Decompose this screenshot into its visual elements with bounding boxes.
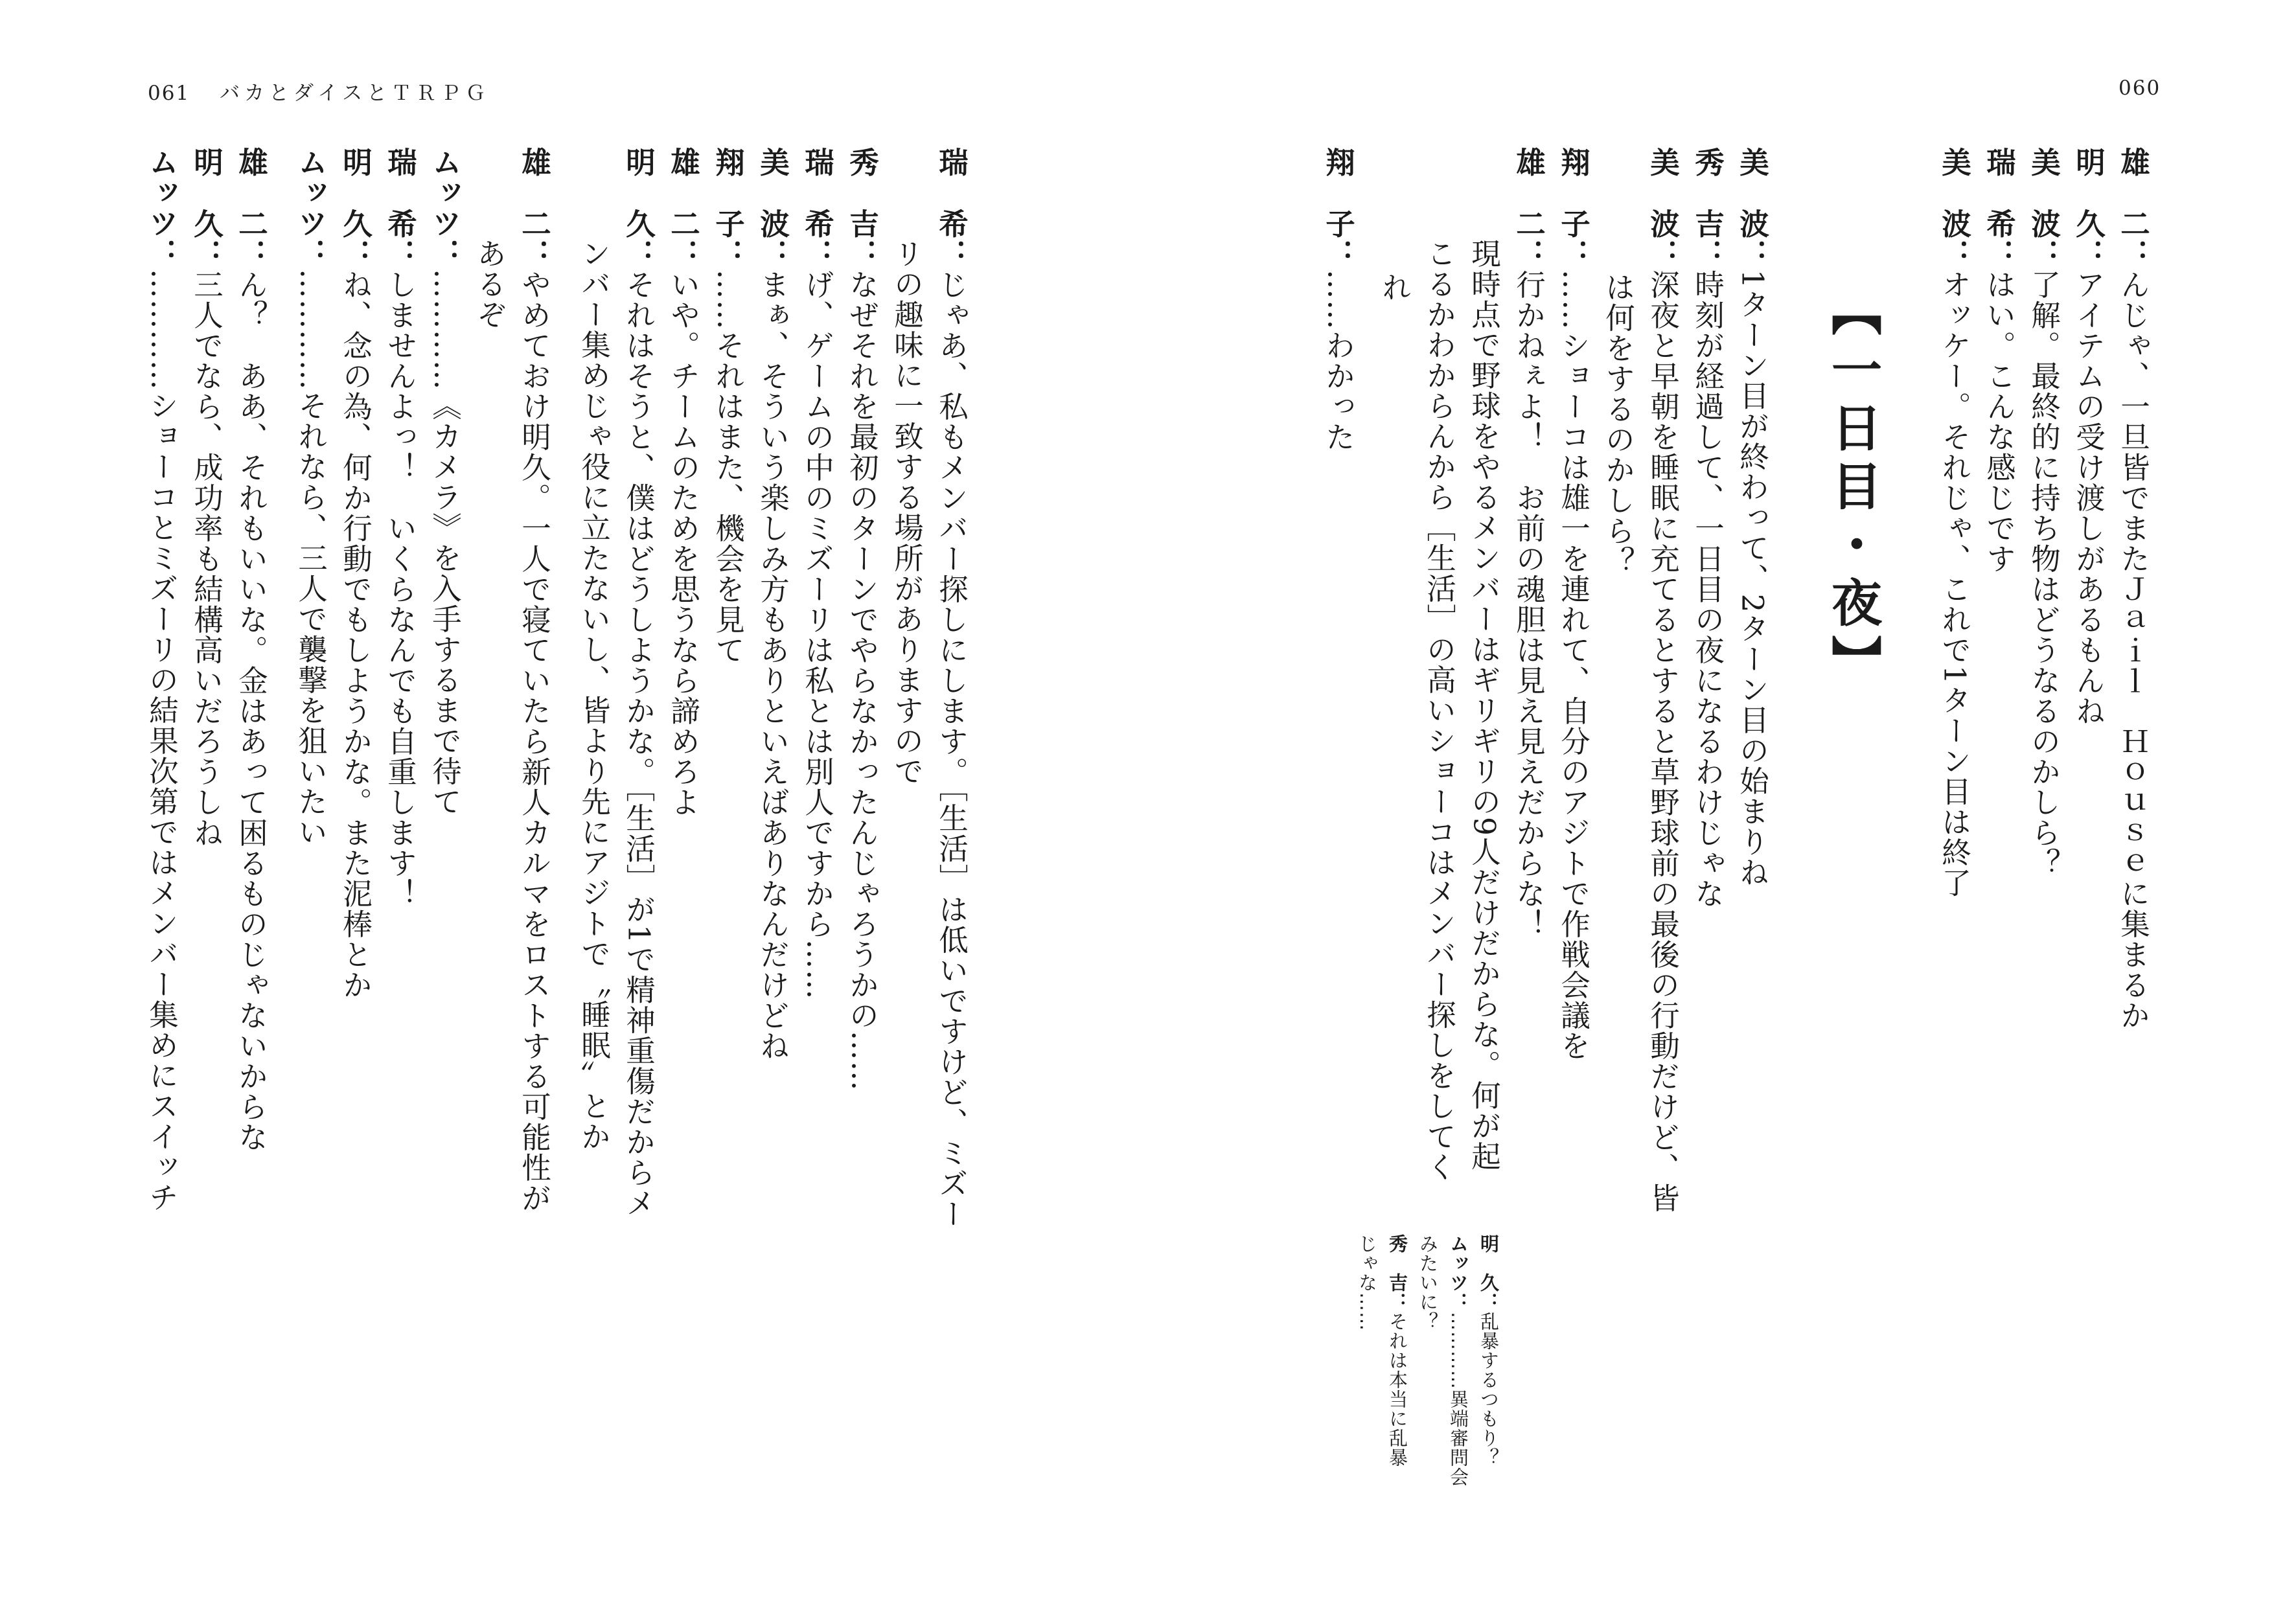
dialogue-line: 美波：まぁ、そういう楽しみ方もありといえばありなんだけどね [755, 147, 790, 1061]
dialogue-line: 秀吉：なぜそれを最初のターンでやらなかったんじゃろうかの…… [845, 147, 880, 1092]
dialogue-line: 美波：深夜と早朝を睡眠に充てるとすると草野球前の最後の行動だけど、皆 [1646, 147, 1681, 1213]
dialogue-line: 明久：アイテムの受け渡しがあるもんね [2071, 147, 2106, 726]
book-title: バカとダイスとＴＲＰＧ [220, 82, 490, 105]
margin-note: ムッツ：…………異端審問会 [1447, 1234, 1469, 1487]
dialogue-line: 明久：三人でなら、成功率も結構高いだろうしね [189, 147, 224, 848]
dialogue-line: 翔子：……それはまた、機会を見て [711, 147, 746, 665]
dialogue-line: 翔子：……わかった [1321, 147, 1356, 452]
dialogue-line: 雄二：んじゃ、一旦皆でまたＪａｉｌ Ｈｏｕｓｅに集まるか [2116, 147, 2151, 1031]
dialogue-continuation: こるかわからんから［生活］の高いショーコはメンバー探しをしてく [1422, 238, 1457, 1182]
margin-note: 秀吉：それは本当に乱暴 [1386, 1234, 1408, 1467]
section-heading: 【一日目・夜】 [1823, 285, 1881, 693]
dialogue-line: 瑞希：しませんよっ！ いくらなんでも自重します！ [383, 147, 418, 909]
dialogue-line: 明久：ね、念の為、何か行動でもしようかな。また泥棒とか [338, 147, 373, 1000]
dialogue-line: 瑞希：はい。こんな感じです [1982, 147, 2017, 574]
dialogue-continuation: 現時点で野球をやるメンバーはギリギリの9人だけだからな。何が起 [1467, 238, 1502, 1172]
dialogue-line: 瑞希：じゃあ、私もメンバー探しにします。［生活］は低いですけど、ミズー [934, 147, 969, 1229]
dialogue-line: 雄二：いや。チームのためを思うなら諦めろよ [666, 147, 701, 818]
dialogue-line: 明久：それはそうと、僕はどうしようかな。［生活］が1で精神重傷だからメ [621, 147, 656, 1218]
dialogue-continuation: あるぞ [472, 238, 507, 330]
margin-note: 明久：乱暴するつもり？ [1478, 1234, 1500, 1467]
dialogue-line: 瑞希：げ、ゲームの中のミズーリは私とは別人ですから…… [800, 147, 835, 1000]
dialogue-line: 美波：1ターン目が終わって、2ターン目の始まりね [1735, 147, 1770, 887]
dialogue-line: 秀吉：時刻が経過して、一日目の夜になるわけじゃな [1690, 147, 1725, 909]
dialogue-continuation: れ [1377, 272, 1412, 303]
dialogue-line: 翔子：……ショーコは雄一を連れて、自分のアジトで作戦会議を [1556, 147, 1591, 1061]
dialogue-continuation: ンバー集めじゃ役に立たないし、皆より先にアジトで〝睡眠〟とか [577, 238, 612, 1152]
dialogue-continuation: は何をするのかしら？ [1601, 272, 1636, 577]
dialogue-line: ムッツ：…………《カメラ》を入手するまで待て [428, 147, 463, 817]
dialogue-line: 美波：オッケー。それじゃ、これで1ターン目は終了 [1937, 147, 1972, 898]
margin-note-continuation: みたいに？ [1417, 1234, 1439, 1331]
page-number-right: 060 [2119, 76, 2161, 100]
dialogue-line: 美波：了解。最終的に持ち物はどうなるのかしら？ [2027, 147, 2061, 878]
dialogue-line: 雄二：やめておけ明久。一人で寝ていたら新人カルマをロストする可能性が [517, 147, 552, 1213]
dialogue-line: ムッツ：…………ショーコとミズーリの結果次第ではメンバー集めにスイッチ [144, 147, 179, 1213]
dialogue-line: 雄二：ん？ ああ、それもいいな。金はあって困るものじゃないからな [234, 147, 269, 1152]
running-head-left [148, 76, 490, 106]
dialogue-line: ムッツ：…………それなら、三人で襲撃を狙いたい [293, 147, 328, 847]
page-number-left: 061 [148, 82, 190, 105]
dialogue-line: 雄二：行かねぇよ！ お前の魂胆は見え見えだからな！ [1511, 147, 1546, 939]
margin-note-continuation: じゃな…… [1356, 1234, 1378, 1331]
dialogue-continuation: リの趣味に一致する場所がありますので [890, 238, 924, 786]
